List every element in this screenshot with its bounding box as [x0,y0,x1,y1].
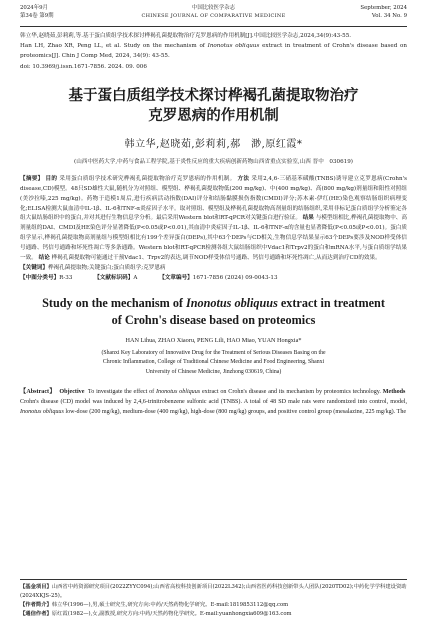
document-code: 【文献标识码】A [94,274,138,281]
journal-name-en: CHINESE JOURNAL OF COMPARATIVE MEDICINE [141,13,286,19]
classification-row [20,274,407,284]
abstract-cn-label: 【摘要】 [20,175,44,182]
corresponding-author-note: 【通信作者】原红霞(1982—),女,副教授,研究方向:中药/天然药物化学研究。E-mail:yuanhongxia609@163.com [20,611,292,618]
author-bio-note: 【作者简介】韩立华(1996—),男,硕士研究生,研究方向:中药/天然药物化学研究。E-mail:1819853112@qq.com [20,602,289,609]
article-title-cn: 基于蛋白质组学技术探讨桦褐孔菌提取物治疗 克罗恩病的作用机制 [68,87,359,124]
affiliation-en: (Shanxi Key Laboratory of Innovative Drug for the Treatment of Serious Diseases Basing on the Chronic Inflammation, College of Traditional Chinese Medicine and Food Engineering, Shanxi University of Chinese Medicine, Jinzhong 030619, China) [101,349,326,375]
abstract-en: 【Abstract】 Objective To investigate the effect of Inonotus obliquus extract on Crohn's disease and its mechanism by proteomics technology. Methods Crohn's disease (CD) model was induced by 2,4,6-trinitrobenzene sulfonic acid (TNBS). A total of 48 SD male rats were randomized into control, model, Inonotus obliquus low-dose (200 mg/kg), medium-dose (400 mg/kg), high-dose (800 mg/kg) groups, and positive control group (mesalazine, 225 mg/kg). The [20,388,407,416]
article-title-en: Study on the mechanism of Inonotus obliquus extract in treatment of Crohn's disease based on proteomics [42,295,385,327]
running-header [20,0,407,27]
authors-cn: 韩立华,赵晓茹,彭莉莉,郝 渺,原红霞* [124,138,303,150]
clc-number: 【中图分类号】R-33 [20,274,73,281]
funding-note: 【基金项目】山西省中药资源研究项目(2022ZYYC094);山西省高校科技创新项目(2022L342);山西省医药科技创新带头人团队(2020TD02);中药化学学科建设资助(2024XKJS-25)。 [20,584,407,600]
header-right [360,4,407,20]
header-volume-cn: 第34卷 第9期 [20,13,54,19]
authors-en: HAN Lihua, ZHAO Xiaoru, PENG Lili, HAO Miao, YUAN Hongxia* [125,336,302,344]
header-date-en: September, 2024 [360,5,407,11]
header-volume-en: Vol. 34 No. 9 [371,13,407,19]
citation-doi[interactable]: doi: 10.3969/j.issn.1671-7856. 2024. 09. 006 [20,63,147,70]
abstract-en-label: 【Abstract】 [20,388,56,395]
header-center [20,4,407,20]
keywords-cn: 【关键词】桦褐孔菌提取物;关键蛋白;蛋白质组学;克罗恩病 [20,264,166,271]
footnotes [20,579,407,619]
citation-block [20,31,407,72]
citation-en: Han LH, Zhao XR, Peng LL, et al. Study on the mechanism of Inonotus obliquus extract in treatment of Crohn's disease based on proteomics[J]. Chin J Comp Med, 2024, 34(9): 43-55. [20,43,407,60]
article-number: 【文章编号】1671-7856 (2024) 09-0043-13 [159,274,278,281]
abstract-cn: 【摘要】 目的 采用蛋白质组学技术研究桦褐孔菌提取物治疗克罗恩病的作用机制。 方法 采用2,4,6-三硝基苯磺酸(TNBS)诱导建立克罗恩病(Crohn's disease,CD)模型。48只SD雄性大鼠,随机分为对照组、模型组、桦褐孔菌提取物低(200 mg/kg)、中(400 mg/kg)、高(800 mg/kg)剂量组和阳性对照组(美沙拉嗪,225 mg/kg)。药物于造模1周后,进行疾病活动指数(DAI)评分和结肠黏膜损伤指数(CMDI)评分;苏木素-伊红(HE)染色观察结肠组织病理变化;ELISA检测大鼠血清中IL-1β、IL-6和TNF-α炎症因子水平。取对照组、模型组及桦褐孔菌提取物高剂量组的结肠组织,采用非标记蛋白质组学分析鉴定各组大鼠结肠组织中的蛋白,并对其进行生物信息学分析。最后采用Western blot和RT-qPCR对关键蛋白进行验证。 结果 与模型组相比,桦褐孔菌提取物中、高剂量组的DAI、CMDI及HE染色评分显著降低(P<0.05或P<0.01),其血清中炎症因子IL-1β、IL-6和TNF-α的含量也显著降低(P<0.05或P<0.01)。蛋白质组学显示,桦褐孔菌提取物高剂量组与模型组相比有199个差异蛋白(DEPs),其中63个DEPs与CD相关,生物信息学结果显示63个DEPs要涉及NOD样受体信号通路、钙信号通路和坏死性凋亡等多条通路。Western blot和RT-qPCR检测各组大鼠结肠组织中Vdac1和Trpv2的蛋白和mRNA水平,与蛋白质组学结果一致。 结论 桦褐孔菌提取物可能通过干预Vdac1、Trpv2的表达,调节NOD样受体信号通路、钙信号通路和坏死性凋亡,从而达到治疗CD的效果。 [20,175,407,262]
citation-cn: 韩立华,赵晓茹,彭莉莉,等.基于蛋白质组学技术探讨桦褐孔菌提取物治疗克罗恩病的作用机制[J].中国比较医学杂志,2024,34(9):43-55. [20,33,352,39]
journal-name-cn: 中国比较医学杂志 [191,5,236,11]
header-date-cn: 2024年9月 [20,5,48,11]
affiliation-cn: (山西中医药大学,中药与食品工程学院,基于炎性反应的重大疾病创新药物山西省重点实验室,山西 晋中 030619) [74,158,353,165]
